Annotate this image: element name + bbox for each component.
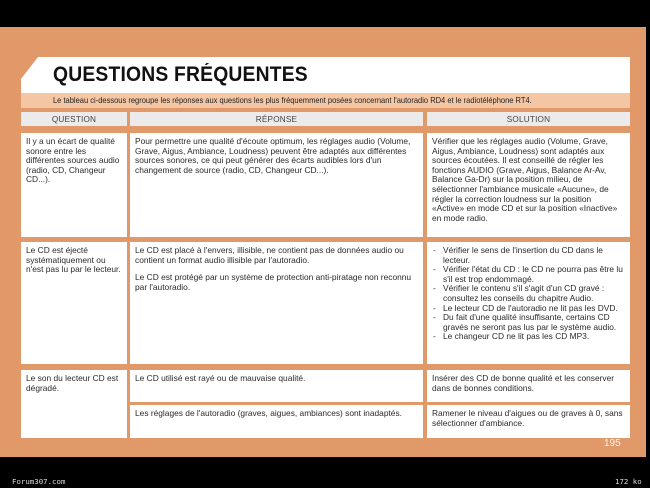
row3-solution-1-text: Insérer des CD de bonne qualité et les conserver dans de bonnes conditions. — [432, 373, 615, 393]
footer-file-size: 172 ko — [615, 477, 642, 486]
solution-item: - Le changeur CD ne lit pas les CD MP3. — [432, 332, 625, 342]
row3-reponse-1 — [130, 370, 423, 402]
solution-item: - Du fait d'une qualité insuffisante, certains CD gravés ne seront pas lus par le système audio. — [432, 313, 625, 332]
row1-question-text: Il y a un écart de qualité sonore entre les différentes sources audio (radio, CD, Changeur CD...). — [26, 136, 120, 185]
page-edge — [646, 27, 650, 457]
header-reponse: RÉPONSE — [130, 112, 423, 126]
row2-question — [21, 242, 127, 364]
row3-question — [21, 370, 127, 438]
row3-solution-2 — [427, 405, 630, 438]
row3-reponse-1-text: Le CD utilisé est rayé ou de mauvaise qualité. — [135, 373, 306, 383]
row3-solution-1 — [427, 370, 630, 402]
page-title: QUESTIONS FRÉQUENTES — [53, 63, 308, 86]
row1-reponse-text: Pour permettre une qualité d'écoute optimum, les réglages audio (Volume, Grave, Aigus, Ambiance, Loudness) peuvent être adaptés aux différentes sources sonores, ce qui peut générer des écarts audibles lors d'un changement de source (radio, CD, Changeur CD...). — [135, 136, 411, 175]
footer-site: Forum307.com — [12, 477, 66, 486]
row2-solution — [427, 242, 630, 364]
solution-item: - Le lecteur CD de l'autoradio ne lit pas les DVD. — [432, 304, 625, 314]
solution-item: - Vérifier le contenu s'il s'agit d'un CD gravé : consultez les conseils du chapitre Audio. — [432, 284, 625, 303]
header-solution: SOLUTION — [427, 112, 630, 126]
row3-solution-2-text: Ramener le niveau d'aigues ou de graves à 0, sans sélectionner d'ambiance. — [432, 408, 623, 428]
intro-text: Le tableau ci-dessous regroupe les réponses aux questions les plus fréquemment posées concernant l'autoradio RD4 et le radiotéléphone RT4. — [53, 95, 532, 105]
solution-item: - Vérifier l'état du CD : le CD ne pourra pas être lu s'il est trop endommagé. — [432, 265, 625, 284]
header-question: QUESTION — [21, 112, 127, 126]
page-number: 195 — [604, 438, 621, 449]
row2-reponse-text-2: Le CD est protégé par un système de protection anti-piratage non reconnu par l'autoradio. — [135, 272, 412, 292]
row1-solution-text: Vérifier que les réglages audio (Volume, Grave, Aigus, Ambiance, Loudness) sont adaptés aux sources écoutées. Il est conseillé de régler les fonctions AUDIO (Grave, Aigus, Balance Ar-Av, Balance Ga-Dr) sur la position milieu, de sélectionner l'ambiance musicale «Aucune», de régler la correction loudness sur la position «Active» en mode CD et sur la position «Inactive» en mode radio. — [432, 136, 618, 223]
row2-reponse — [130, 242, 423, 364]
row2-solution-list — [432, 246, 625, 342]
row1-solution — [427, 133, 630, 237]
row3-question-text: Le son du lecteur CD est dégradé. — [26, 373, 119, 393]
solution-item: - Vérifier le sens de l'insertion du CD dans le lecteur. — [432, 246, 625, 265]
row1-question — [21, 133, 127, 237]
row3-reponse-2 — [130, 405, 423, 438]
row2-reponse-text-1: Le CD est placé à l'envers, illisible, ne contient pas de données audio ou contient un format audio illisible par l'autoradio. — [135, 245, 404, 265]
row1-reponse — [130, 133, 423, 237]
row2-question-text: Le CD est éjecté systématiquement ou n'est pas lu par le lecteur. — [26, 245, 121, 275]
row3-reponse-2-text: Les réglages de l'autoradio (graves, aigues, ambiances) sont inadaptés. — [135, 408, 402, 418]
